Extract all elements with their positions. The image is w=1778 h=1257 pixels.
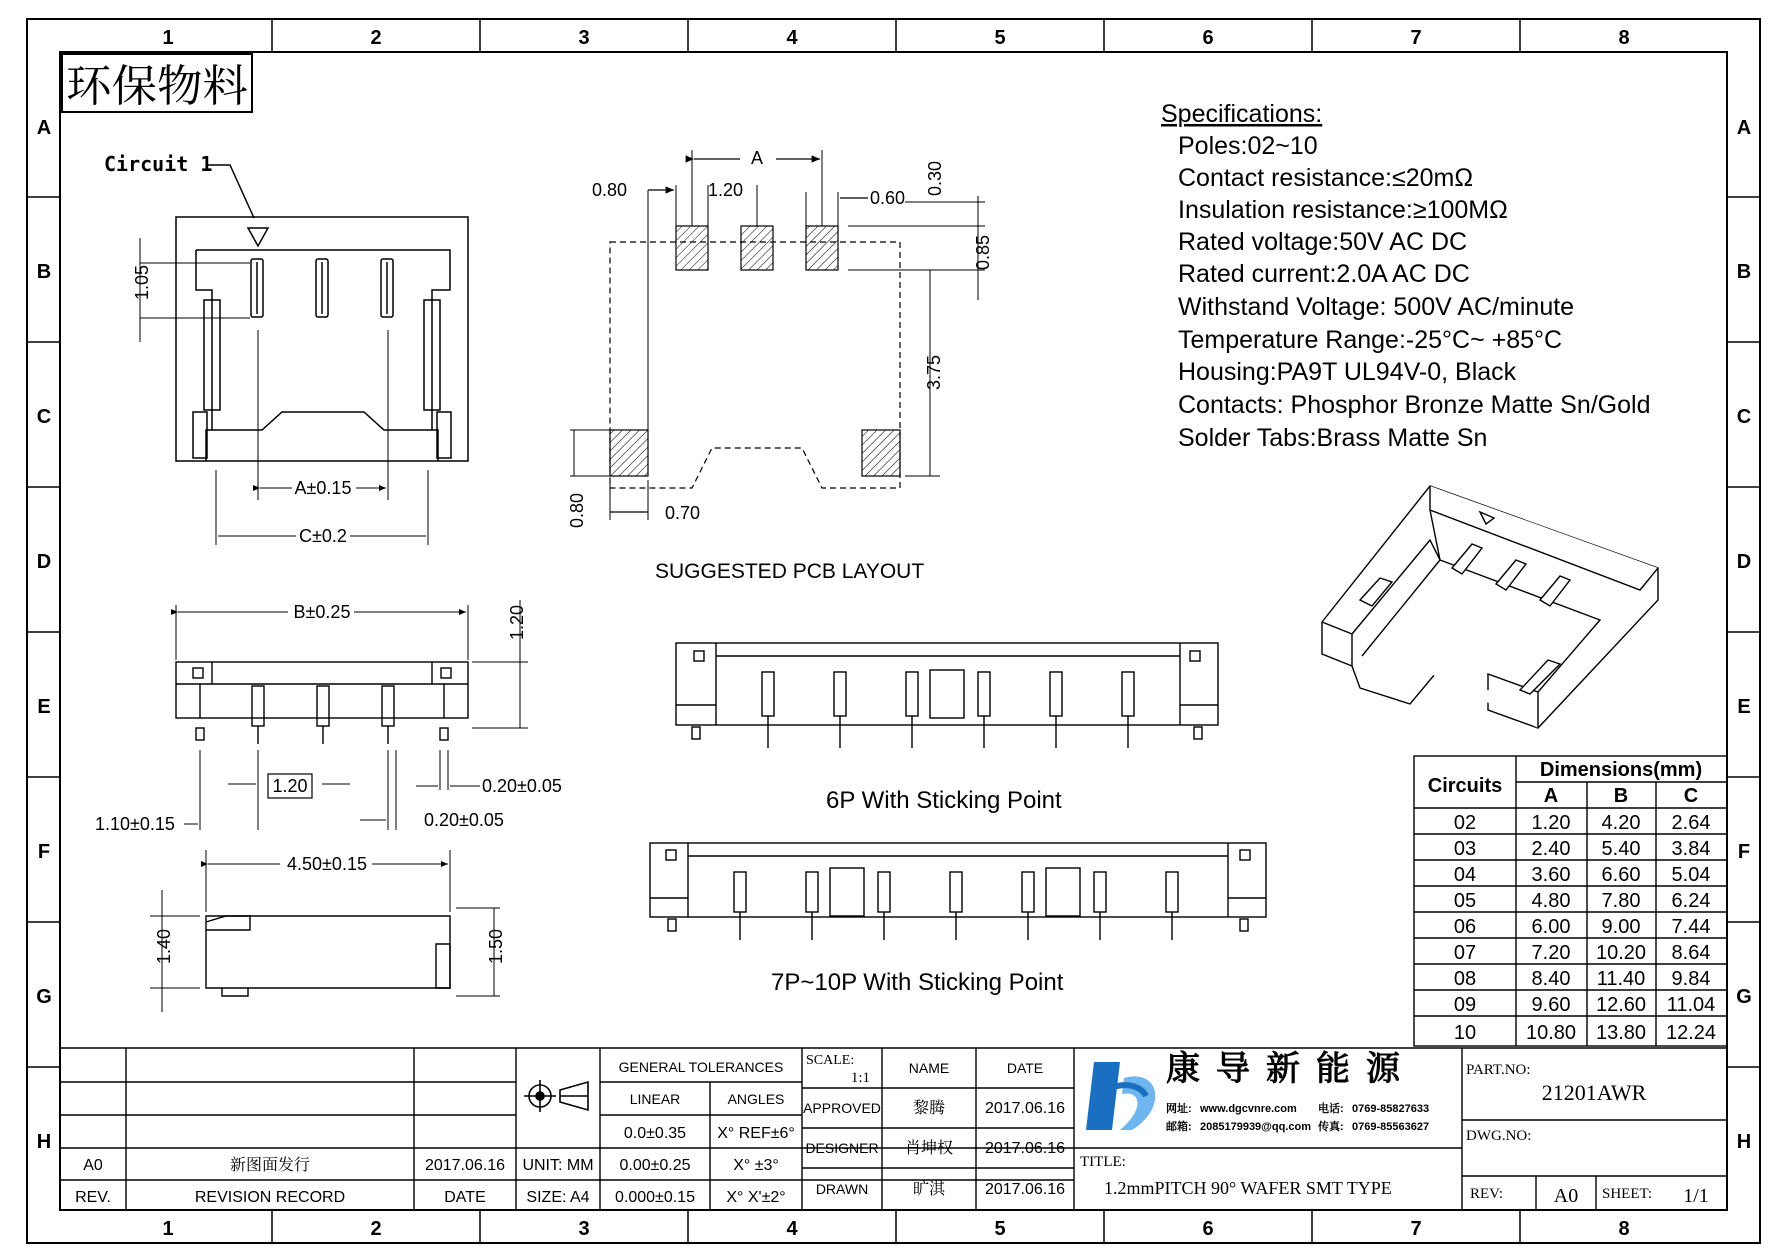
table-cell: 10 [1453, 1022, 1477, 1044]
revision-record-header: REVISION RECORD [194, 1189, 346, 1206]
col-label-top: 5 [994, 27, 1006, 49]
designer-name: 肖坤权 [904, 1140, 954, 1157]
table-cell: 8.40 [1531, 968, 1571, 990]
spec-line: Rated voltage:50V AC DC [1178, 228, 1468, 256]
col-label-bottom: 2 [370, 1218, 382, 1240]
dim-1-40: 1.40 [154, 928, 174, 964]
table-cell: 7.44 [1671, 916, 1711, 938]
col-label-top: 3 [578, 27, 590, 49]
side-view [150, 850, 500, 1012]
table-cell: 6.60 [1601, 864, 1641, 886]
row-label-left: E [37, 696, 51, 718]
angle-tol-1: X° REF±6° [717, 1125, 795, 1142]
col-label-bottom: 5 [994, 1218, 1006, 1240]
dim-0-60: 0.60 [870, 188, 906, 208]
six-pin-caption: 6P With Sticking Point [826, 787, 1062, 814]
table-cell: 07 [1453, 942, 1477, 964]
drawing-title: 1.2mmPITCH 90° WAFER SMT TYPE [1104, 1178, 1392, 1198]
col-label-bottom: 3 [578, 1218, 590, 1240]
row-label-right: F [1737, 841, 1751, 863]
spec-line: Rated current:2.0A AC DC [1178, 260, 1470, 288]
spec-line: Contact resistance:≤20mΩ [1178, 164, 1474, 192]
spec-line: Temperature Range:-25°C~ +85°C [1178, 326, 1563, 354]
angle-tol-2: X° ±3° [733, 1157, 779, 1174]
row-label-right: E [1737, 696, 1751, 718]
row-label-left: F [37, 841, 51, 863]
table-cell: 10.20 [1595, 942, 1647, 964]
mail-label: 邮箱: [1166, 1121, 1192, 1133]
col-label-top: 1 [162, 27, 174, 49]
scale-value: 1:1 [850, 1070, 870, 1086]
rev-description: 新图面发行 [229, 1157, 311, 1174]
drawn-date: 2017.06.16 [984, 1181, 1066, 1198]
table-cell: 7.80 [1601, 890, 1641, 912]
dwg-no-label: DWG.NO: [1466, 1128, 1532, 1144]
dim-1-05: 1.05 [132, 264, 152, 300]
dim-3-75: 3.75 [924, 354, 944, 390]
col-label-bottom: 7 [1410, 1218, 1422, 1240]
table-cell: 5.04 [1671, 864, 1711, 886]
specifications [1161, 100, 1650, 452]
row-label-left: C [36, 406, 52, 428]
fax-value: 0769-85563627 [1352, 1121, 1430, 1133]
table-cell: 11.40 [1596, 968, 1646, 990]
table-cell: 03 [1453, 838, 1477, 860]
col-label-bottom: 6 [1202, 1218, 1214, 1240]
spec-line: Contacts: Phosphor Bronze Matte Sn/Gold [1178, 391, 1651, 419]
tel-value: 0769-85827633 [1352, 1103, 1430, 1115]
table-cell: 11.04 [1666, 994, 1716, 1016]
table-cell: 6.24 [1671, 890, 1711, 912]
table-cell: 2.64 [1671, 812, 1711, 834]
dim-0-85: 0.85 [973, 234, 993, 270]
angles-header: ANGLES [727, 1091, 785, 1107]
rev-date: 2017.06.16 [424, 1157, 506, 1174]
table-cell: 5.40 [1601, 838, 1641, 860]
row-label-left: A [36, 117, 52, 139]
table-cell: 13.80 [1595, 1022, 1647, 1044]
table-cell: 12.24 [1665, 1022, 1717, 1044]
dim-1-50: 1.50 [486, 928, 506, 964]
designer-date: 2017.06.16 [984, 1140, 1066, 1157]
general-tolerances: GENERAL TOLERANCES [618, 1059, 784, 1075]
table-header-a: A [1543, 785, 1559, 807]
dim-0-20-b: 0.20±0.05 [424, 810, 504, 830]
sheet-value: 1/1 [1683, 1185, 1709, 1207]
row-label-left: G [36, 986, 52, 1008]
isometric-view [1322, 486, 1658, 728]
pcb-layout [570, 150, 985, 520]
six-pin-view [676, 643, 1218, 748]
name-header: NAME [908, 1060, 950, 1076]
dim-1-20: 1.20 [708, 180, 744, 200]
table-cell: 3.84 [1671, 838, 1711, 860]
dim-0-80-side: 0.80 [567, 492, 587, 528]
dim-0-30: 0.30 [925, 160, 945, 196]
linear-tol-3: 0.000±0.15 [615, 1189, 695, 1206]
spec-line: Solder Tabs:Brass Matte Sn [1178, 424, 1488, 452]
dim-a-015: A±0.15 [294, 478, 352, 498]
linear-header: LINEAR [629, 1091, 681, 1107]
table-cell: 1.20 [1531, 812, 1571, 834]
part-no-value: 21201AWR [1541, 1080, 1647, 1105]
row-label-left: H [36, 1131, 52, 1153]
table-header-dims: Dimensions(mm) [1539, 759, 1703, 781]
title-label: TITLE: [1080, 1154, 1126, 1170]
table-header-b: B [1613, 785, 1629, 807]
linear-tol-2: 0.00±0.25 [619, 1157, 691, 1174]
spec-title: Specifications: [1161, 100, 1323, 128]
projection-symbol-icon [524, 1080, 588, 1112]
row-label-right: C [1736, 406, 1752, 428]
table-header-circuits: Circuits [1427, 775, 1503, 797]
drawn-name: 旷淇 [912, 1181, 946, 1198]
linear-tol-1: 0.0±0.35 [623, 1125, 687, 1142]
spec-line: Insulation resistance:≥100MΩ [1178, 196, 1508, 224]
rev-header: REV. [75, 1189, 111, 1206]
part-no-label: PART.NO: [1466, 1062, 1531, 1078]
dim-b-025: B±0.25 [293, 602, 351, 622]
table-cell: 04 [1453, 864, 1477, 886]
scale-label: SCALE: [806, 1053, 855, 1068]
dim-0-80-top: 0.80 [592, 180, 628, 200]
table-cell: 8.64 [1671, 942, 1711, 964]
table-cell: 6.00 [1531, 916, 1571, 938]
company-name: 康导新能源 [1166, 1050, 1416, 1088]
drawn-label: DRAWN [815, 1181, 869, 1197]
pcb-layout-title: SUGGESTED PCB LAYOUT [655, 560, 925, 583]
col-label-top: 7 [1410, 27, 1422, 49]
date-header: DATE [444, 1189, 486, 1206]
dim-c-02: C±0.2 [299, 526, 347, 546]
col-label-top: 6 [1202, 27, 1214, 49]
col-label-bottom: 8 [1618, 1218, 1630, 1240]
approved-date: 2017.06.16 [984, 1100, 1066, 1117]
dim-4-50: 4.50±0.15 [287, 854, 367, 874]
row-label-right: B [1736, 261, 1752, 283]
spec-line: Withstand Voltage: 500V AC/minute [1178, 293, 1575, 321]
col-label-top: 8 [1618, 27, 1630, 49]
table-cell: 08 [1453, 968, 1477, 990]
table-cell: 02 [1453, 812, 1477, 834]
size-label: SIZE: A4 [526, 1189, 590, 1206]
table-cell: 9.60 [1531, 994, 1571, 1016]
dim-1-20-box: 1.20 [272, 776, 308, 796]
row-label-right: D [1736, 551, 1752, 573]
col-label-top: 2 [370, 27, 382, 49]
table-header-c: C [1683, 785, 1699, 807]
rev-value: A0 [83, 1157, 103, 1174]
table-cell: 4.20 [1601, 812, 1641, 834]
web-value: www.dgcvnre.com [1200, 1103, 1297, 1115]
dim-0-20-a: 0.20±0.05 [482, 776, 562, 796]
table-cell: 10.80 [1525, 1022, 1577, 1044]
table-cell: 05 [1453, 890, 1477, 912]
table-cell: 06 [1453, 916, 1477, 938]
approved-name: 黎腾 [912, 1100, 946, 1117]
col-label-bottom: 1 [162, 1218, 174, 1240]
table-cell: 12.60 [1595, 994, 1647, 1016]
col-label-bottom: 4 [786, 1218, 798, 1240]
designer-label: DESIGNER [805, 1140, 879, 1156]
spec-line: Housing:PA9T UL94V-0, Black [1178, 358, 1517, 386]
seven-ten-pin-caption: 7P~10P With Sticking Point [771, 969, 1064, 996]
angle-tol-3: X° X'±2° [726, 1189, 786, 1206]
dim-1-10: 1.10±0.15 [95, 814, 175, 834]
date-col-header: DATE [1006, 1060, 1044, 1076]
table-cell: 09 [1453, 994, 1477, 1016]
table-cell: 9.84 [1671, 968, 1711, 990]
eco-stamp: 环保物料 [66, 62, 248, 111]
spec-line: Poles:02~10 [1178, 132, 1318, 160]
table-cell: 7.20 [1531, 942, 1571, 964]
approved-label: APPROVED [803, 1100, 881, 1116]
mail-value: 2085179939@qq.com [1200, 1121, 1312, 1133]
row-label-right: H [1736, 1131, 1752, 1153]
company-logo-icon [1086, 1062, 1155, 1130]
table-cell: 9.00 [1601, 916, 1641, 938]
rev-value-tb: A0 [1553, 1185, 1579, 1207]
circuit-1-label: Circuit 1 [104, 152, 213, 176]
table-cell: 2.40 [1531, 838, 1571, 860]
web-label: 网址: [1166, 1103, 1192, 1115]
tel-label: 电话: [1318, 1103, 1344, 1115]
rev-label-tb: REV: [1470, 1186, 1504, 1202]
table-cell: 3.60 [1531, 864, 1571, 886]
front-view [176, 600, 528, 830]
fax-label: 传真: [1318, 1121, 1344, 1133]
dim-0-70: 0.70 [665, 503, 701, 523]
dim-1-20-v: 1.20 [507, 604, 527, 640]
row-label-right: G [1736, 986, 1752, 1008]
dim-a: A [750, 148, 764, 168]
row-label-left: D [36, 551, 52, 573]
table-cell: 4.80 [1531, 890, 1571, 912]
seven-ten-pin-view [650, 843, 1266, 940]
col-label-top: 4 [786, 27, 798, 49]
sheet-label: SHEET: [1602, 1186, 1653, 1202]
row-label-right: A [1736, 117, 1752, 139]
unit-label: UNIT: MM [522, 1157, 594, 1174]
row-label-left: B [36, 261, 52, 283]
